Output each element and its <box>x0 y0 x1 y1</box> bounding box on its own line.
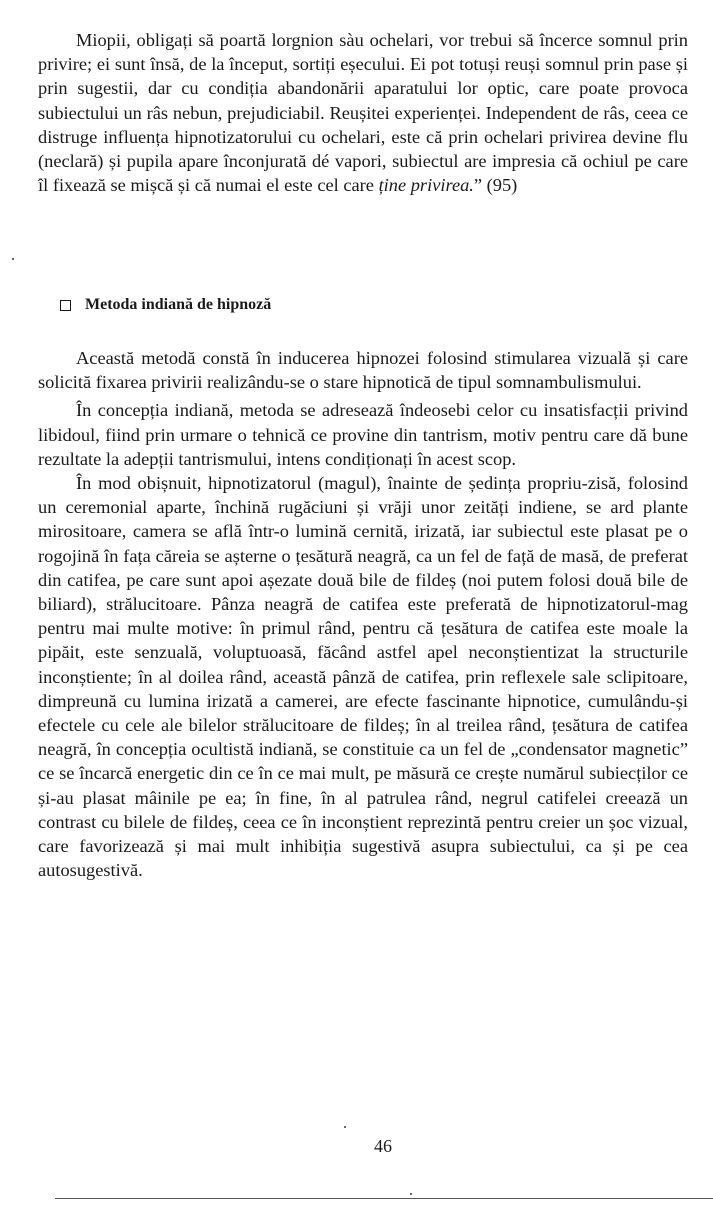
paragraph-intro-citation: ” (95) <box>473 175 518 196</box>
paragraph-ceremony: În mod obișnuit, hipnotizatorul (magul), înainte de ședința propriu-zisă, folosind un ceremonial aparte, închină rugăciuni și vrăji unor zeități indiene, se ard plante mirositoare, camera se află într-o lumină cernită, irizată, iar subiectul este plasat pe o rogojină în fața căreia se așterne o țesătură neagră, ca un fel de față de masă, de preferat din catifea, pe care sunt apoi așezate două bile de fildeș (noi putem folosi două bile de biliard), strălucitoare. Pânza neagră de catifea este preferată de hipnotizatorul-mag pentru mai multe motive: în primul rând, pentru că țesătura de catifea este moale la pipăit, este senzuală, voluptuoasă, făcând astfel apel neconștientizat la structurile inconștiente; în al doilea rând, această pânză de catifea, prin reflexele sale sclipitoare, dimpreună cu lumina irizată a camerei, are efecte fascinante hipnotice, cumulându-și efectele cu cele ale bilelor strălucitoare de fildeș; în al treilea rând, țesătura de catifea neagră, în concepția ocultistă indiană, se constituie ca un fel de „condensator magnetic” ce se încarcă energetic din ce în ce mai mult, pe măsură ce crește numărul subiecților ce și-au plasat mâinile pe ea; în fine, în al patrulea rând, negrul catifelei creează un contrast cu bilele de fildeș, ceea ce în inconștient reprezintă pentru creier un șoc vizual, care favorizează și mai mult inhibiția sugestivă asupra subiectului, ca și pe cea autosugestivă. <box>38 473 688 881</box>
scan-speck <box>344 1126 346 1128</box>
scan-speck <box>12 258 14 260</box>
paragraph-method-definition: Această metodă constă în inducerea hipnozei folosind stimularea vizuală și care solicită fixarea privirii realizându-se o stare hipnotică de tipul somnambulismului. <box>38 348 688 393</box>
section-body <box>38 346 688 882</box>
paragraph-intro-text: Miopii, obligați să poartă lorgnion sàu ochelari, vor trebui să încerce somnul prin privire; ei sunt însă, de la început, sortiți eșecului. Ei pot totuși reuși somnul prin pase și prin sugestii, dar cu condiția abandonării aparatului lor optic, care poate provoca subiectului un râs nebun, prejudiciabil. Reușitei experienței. Independent de râs, ceea ce distruge influența hipnotizatorului cu ochelari, este că prin ochelari privirea devine flu (neclară) și pupila apare înconjurată dé vapori, subiectul are impresia că ochiul pe care îl fixează se mișcă și că numai el este cel care <box>38 30 688 196</box>
bottom-rule <box>55 1198 713 1199</box>
paragraph-intro-italic: ține privirea. <box>378 175 474 196</box>
page-number: 46 <box>374 1136 392 1156</box>
scan-speck <box>410 1193 412 1195</box>
section-heading-text: Metoda indiană de hipnoză <box>85 296 272 313</box>
paragraph-indian-conception: În concepția indiană, metoda se adresează îndeosebi celor cu insatisfacții privind libidoul, fiind prin urmare o tehnică ce provine din tantrism, motiv pentru care dă bune rezultate la adepții tantrismului, intens condiționați în acest scop. <box>38 400 688 469</box>
section-heading <box>60 296 271 314</box>
checkbox-bullet-icon <box>60 300 71 311</box>
document-page <box>38 28 688 1178</box>
paragraph-intro <box>38 28 688 197</box>
